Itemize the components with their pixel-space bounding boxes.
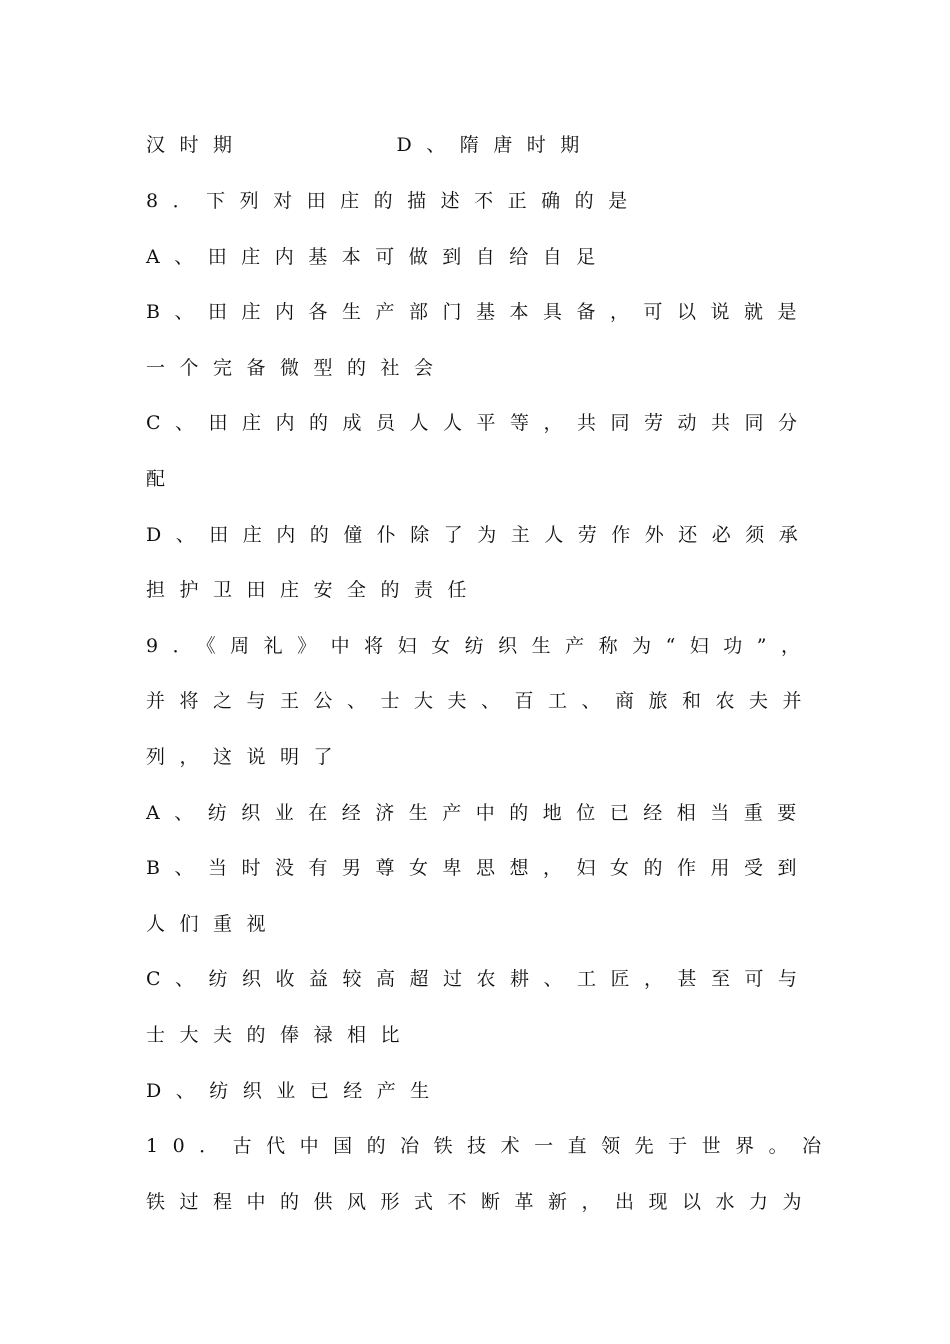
text-line: 士大夫的俸禄相比 [146, 1024, 415, 1046]
text-line: 人们重视 [146, 913, 281, 935]
text-line: 列，这说明了 [146, 746, 348, 768]
text-line: 铁过程中的供风形式不断革新，出现以水力为 [146, 1191, 817, 1213]
text-line [146, 130, 846, 160]
question-8-option-a: A、田庄内基本可做到自给自足 [146, 246, 610, 268]
text-line: 担护卫田庄安全的责任 [146, 579, 482, 601]
question-8-option-d: D、田庄内的僮仆除了为主人劳作外还必须承 [146, 524, 813, 546]
question-9-option-b: B、当时没有男尊女卑思想，妇女的作用受到 [146, 857, 811, 879]
question-10-stem: 10．古代中国的冶铁技术一直领先于世界。冶 [146, 1135, 836, 1157]
question-8-stem: 8．下列对田庄的描述不正确的是 [146, 190, 642, 212]
text-segment: D、隋唐时期 [396, 134, 594, 156]
question-8-option-b: B、田庄内各生产部门基本具备，可以说就是 [146, 301, 811, 323]
text-segment: 汉时期 [146, 134, 247, 156]
question-9-option-c: C、纺织收益较高超过农耕、工匠，甚至可与 [146, 968, 812, 990]
question-9-option-a: A、纺织业在经济生产中的地位已经相当重要 [146, 802, 811, 824]
text-line: 配 [146, 468, 180, 490]
question-9-stem: 9．《周礼》中将妇女纺织生产称为“妇功”， [146, 635, 815, 657]
question-8-option-c: C、田庄内的成员人人平等，共同劳动共同分 [146, 412, 812, 434]
question-9-option-d: D、纺织业已经产生 [146, 1080, 444, 1102]
text-line: 并将之与王公、士大夫、百工、商旅和农夫并 [146, 690, 817, 712]
text-line: 一个完备微型的社会 [146, 357, 448, 379]
